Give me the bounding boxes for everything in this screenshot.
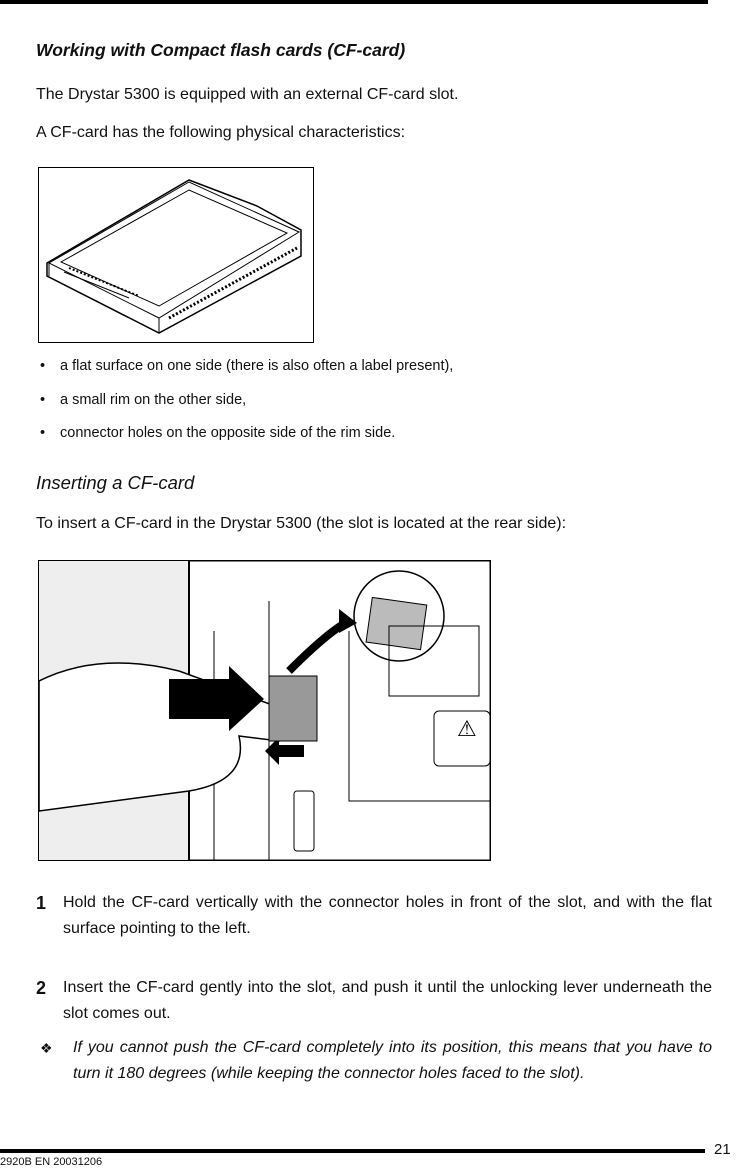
- step-text: Hold the CF-card vertically with the connector holes in front of the slot, and with the flat surface pointing to the left.: [63, 894, 712, 937]
- step-1: [36, 890, 712, 942]
- list-item: [40, 392, 246, 408]
- bullet-icon: •: [40, 425, 46, 441]
- step-number: 1: [36, 893, 47, 913]
- insert-intro: To insert a CF-card in the Drystar 5300 (the slot is located at the rear side):: [36, 515, 567, 532]
- top-rule: [0, 0, 708, 4]
- list-item-text: a small rim on the other side,: [60, 392, 247, 408]
- list-item-text: a flat surface on one side (there is also often a label present),: [60, 358, 454, 374]
- list-item: [40, 358, 453, 374]
- subsection-title: Inserting a CF-card: [36, 472, 195, 493]
- note-text: If you cannot push the CF-card completely into its position, this means that you have to turn it 180 degrees (while keeping the connector holes faced to the slot).: [73, 1039, 712, 1082]
- cf-card-illustration: [38, 167, 314, 343]
- note-icon: ❖: [40, 1040, 53, 1056]
- bullet-icon: •: [40, 358, 46, 374]
- list-item-text: connector holes on the opposite side of the rim side.: [60, 425, 396, 441]
- insertion-illustration: [38, 560, 491, 861]
- document-id: 2920B EN 20031206: [0, 1156, 103, 1168]
- step-number: 2: [36, 978, 47, 998]
- list-item: [40, 425, 395, 441]
- bullet-icon: •: [40, 392, 46, 408]
- section-title: Working with Compact flash cards (CF-card): [36, 40, 406, 60]
- page-number: 21: [714, 1141, 731, 1158]
- svg-text:⚠: ⚠: [457, 717, 477, 742]
- note: [40, 1035, 712, 1087]
- step-text: Insert the CF-card gently into the slot, and push it until the unlocking lever underneath the slot comes out.: [63, 979, 712, 1022]
- step-2: [36, 975, 712, 1027]
- intro-paragraph: The Drystar 5300 is equipped with an external CF-card slot.: [36, 86, 459, 103]
- footer-rule: [0, 1149, 705, 1153]
- characteristics-intro: A CF-card has the following physical characteristics:: [36, 124, 406, 141]
